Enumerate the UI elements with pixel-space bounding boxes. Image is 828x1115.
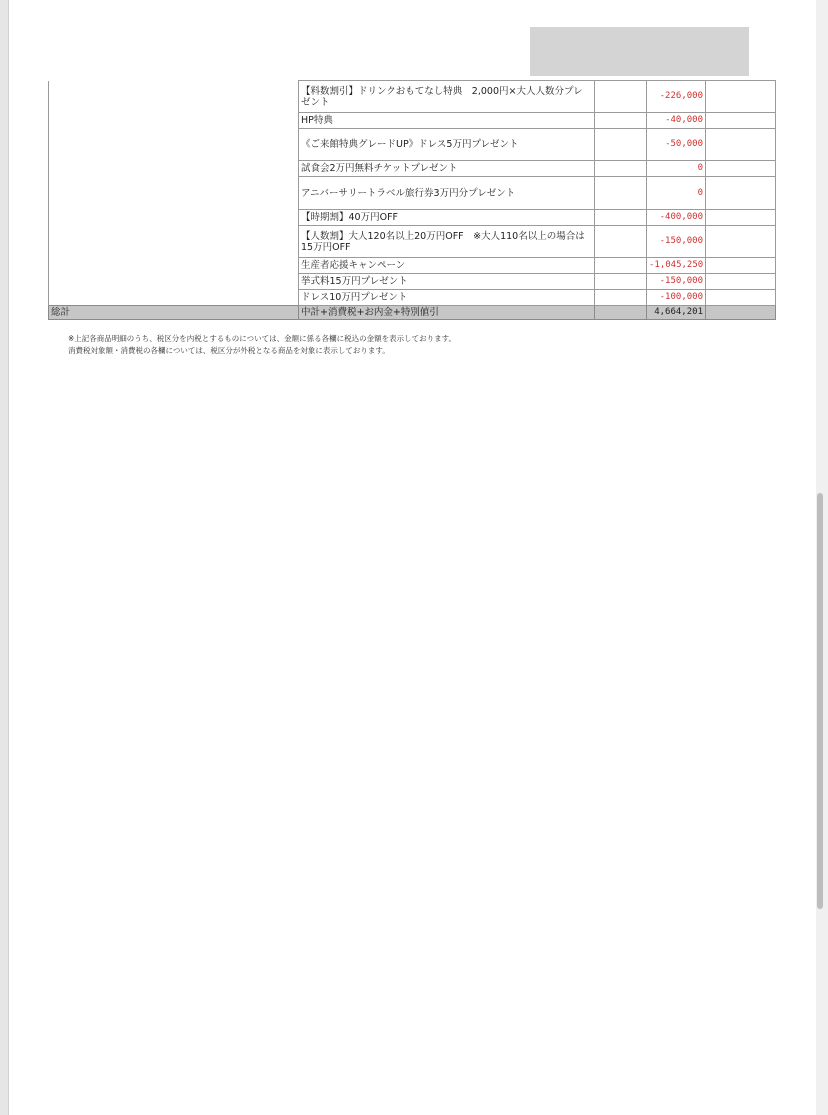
total-label: 総計 [49,306,299,320]
table-row [49,81,776,113]
item-description: 【時期割】40万円OFF [299,210,595,226]
item-amount: -226,000 [647,81,706,113]
empty-cell [706,226,776,258]
empty-cell [595,210,647,226]
item-description: 挙式料15万円プレゼント [299,274,595,290]
empty-cell [595,226,647,258]
total-row [49,306,776,320]
item-amount: 0 [647,177,706,210]
scrollbar-thumb[interactable] [817,493,823,909]
empty-cell [595,129,647,161]
empty-cell [706,161,776,177]
empty-cell [595,177,647,210]
footnote-line: ※上記各商品明細のうち、税区分を内税とするものについては、金額に係る各欄に税込の金額を表示しております。 [68,334,457,343]
item-amount: -150,000 [647,274,706,290]
item-description: 試食会2万円無料チケットプレゼント [299,161,595,177]
item-description: 生産者応援キャンペーン [299,258,595,274]
empty-cell [706,258,776,274]
item-amount: -400,000 [647,210,706,226]
empty-cell [595,306,647,320]
empty-cell [595,161,647,177]
redacted-area [530,27,749,76]
empty-cell [706,81,776,113]
item-amount: -40,000 [647,113,706,129]
left-blank-cell [49,81,299,306]
item-amount: -1,045,250 [647,258,706,274]
total-amount: 4,664,201 [647,306,706,320]
item-description: アニバーサリートラベル旅行券3万円分プレゼント [299,177,595,210]
item-description: 【人数割】大人120名以上20万円OFF ※大人110名以上の場合は15万円OFF [299,226,595,258]
empty-cell [595,113,647,129]
empty-cell [706,210,776,226]
item-description: ドレス10万円プレゼント [299,290,595,306]
empty-cell [706,113,776,129]
empty-cell [706,129,776,161]
item-description: 【料数割引】ドリンクおもてなし特典 2,000円×大人人数分プレゼント [299,81,595,113]
total-description: 中計+消費税+お内金+特別値引 [299,306,595,320]
footnote-line: 消費税対象額・消費税の各欄については、税区分が外税となる商品を対象に表示しております。 [68,346,390,355]
empty-cell [706,274,776,290]
invoice-table [48,80,776,320]
empty-cell [706,306,776,320]
empty-cell [706,177,776,210]
item-description: 《ご来館特典グレードUP》ドレス5万円プレゼント [299,129,595,161]
empty-cell [595,290,647,306]
item-amount: -100,000 [647,290,706,306]
empty-cell [595,258,647,274]
item-amount: 0 [647,161,706,177]
empty-cell [595,81,647,113]
footnotes [68,333,768,357]
empty-cell [706,290,776,306]
item-amount: -150,000 [647,226,706,258]
item-description: HP特典 [299,113,595,129]
empty-cell [595,274,647,290]
item-amount: -50,000 [647,129,706,161]
